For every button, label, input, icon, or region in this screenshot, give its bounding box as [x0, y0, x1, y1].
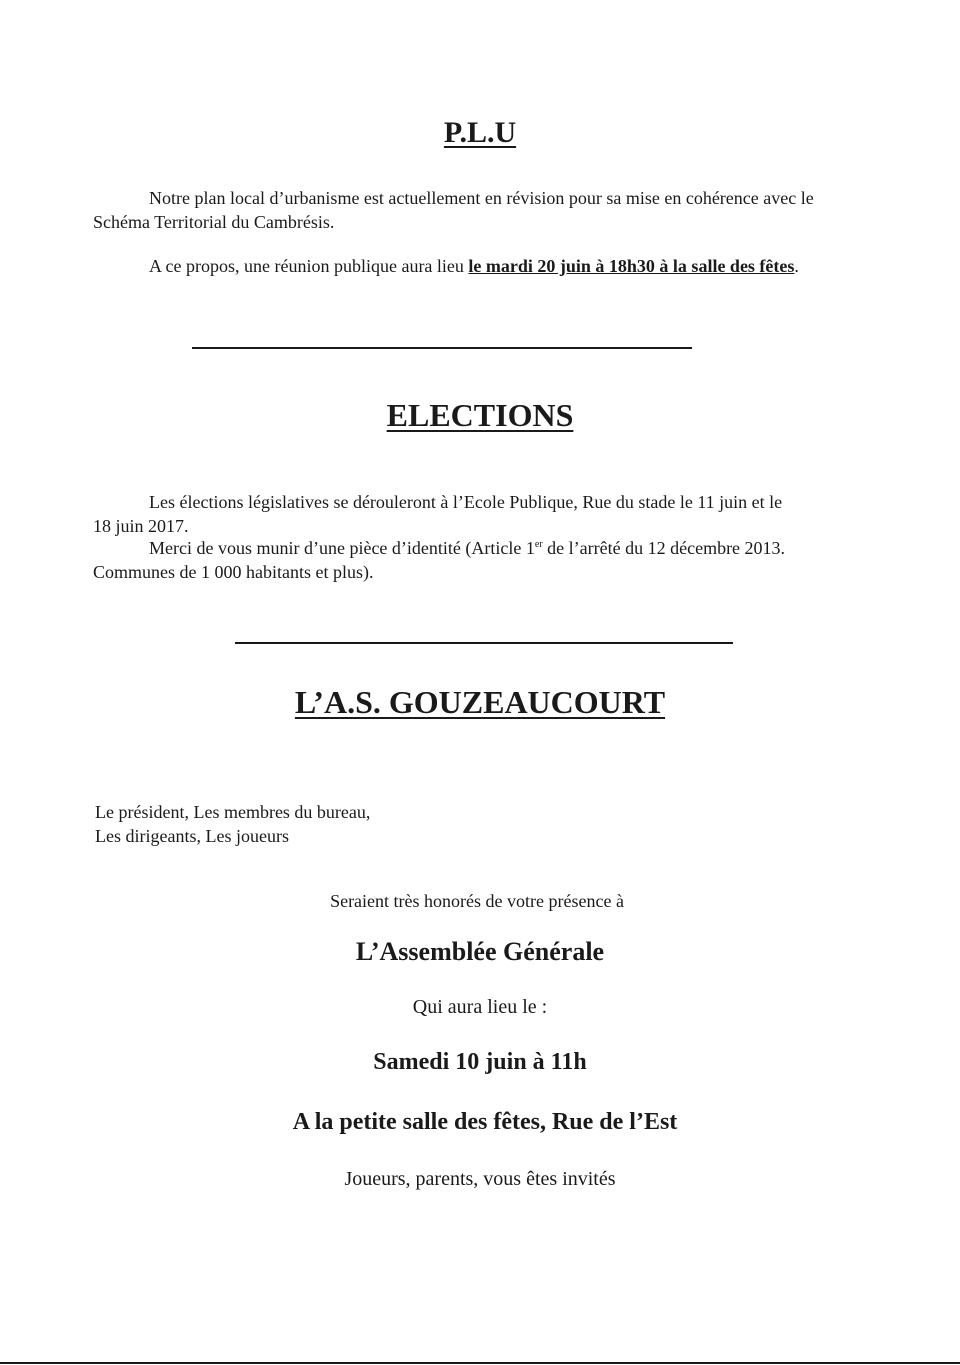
section-divider-1	[192, 347, 692, 349]
plu-meeting-prefix: A ce propos, une réunion publique aura lieu	[149, 256, 469, 276]
club-closing: Joueurs, parents, vous êtes invités	[344, 1168, 616, 1190]
club-date-time: Samedi 10 juin à 11h	[373, 1049, 587, 1075]
page-bottom-edge	[0, 1362, 960, 1364]
elections-id-prefix: Merci de vous munir d’une pièce d’identité (Article 1	[149, 538, 535, 558]
club-event-name: L’Assemblée Générale	[355, 937, 605, 966]
elections-id-suffix: de l’arrêté du 12 décembre 2013.	[542, 538, 786, 558]
club-location: A la petite salle des fêtes, Rue de l’Est	[292, 1109, 678, 1135]
section-divider-2	[235, 642, 733, 644]
club-title: L’A.S. GOUZEAUCOURT	[294, 684, 666, 720]
plu-paragraph-line-2: Schéma Territorial du Cambrésis.	[93, 212, 335, 232]
plu-paragraph-line-1: Notre plan local d’urbanisme est actuellement en révision pour sa mise en cohérence avec le	[149, 188, 814, 208]
club-invite-intro: Seraient très honorés de votre présence à	[330, 891, 624, 911]
plu-meeting-suffix: .	[794, 256, 799, 276]
plu-title: P.L.U	[443, 116, 517, 149]
plu-meeting-paragraph	[149, 254, 799, 278]
elections-paragraph-line-1: Les élections législatives se dérouleront à l’Ecole Publique, Rue du stade le 11 juin et le	[149, 492, 783, 512]
club-hosts-line-1: Le président, Les membres du bureau,	[95, 802, 371, 822]
elections-paragraph-line-2: 18 juin 2017.	[93, 516, 189, 536]
elections-id-paragraph	[149, 536, 785, 560]
club-when-intro: Qui aura lieu le :	[412, 996, 548, 1018]
club-hosts-line-2: Les dirigeants, Les joueurs	[95, 826, 289, 846]
elections-title: ELECTIONS	[386, 397, 574, 433]
plu-meeting-date: le mardi 20 juin à 18h30 à la salle des fêtes	[468, 256, 795, 276]
elections-id-superscript: er	[534, 539, 543, 550]
elections-id-paragraph-line-2: Communes de 1 000 habitants et plus).	[93, 562, 374, 582]
